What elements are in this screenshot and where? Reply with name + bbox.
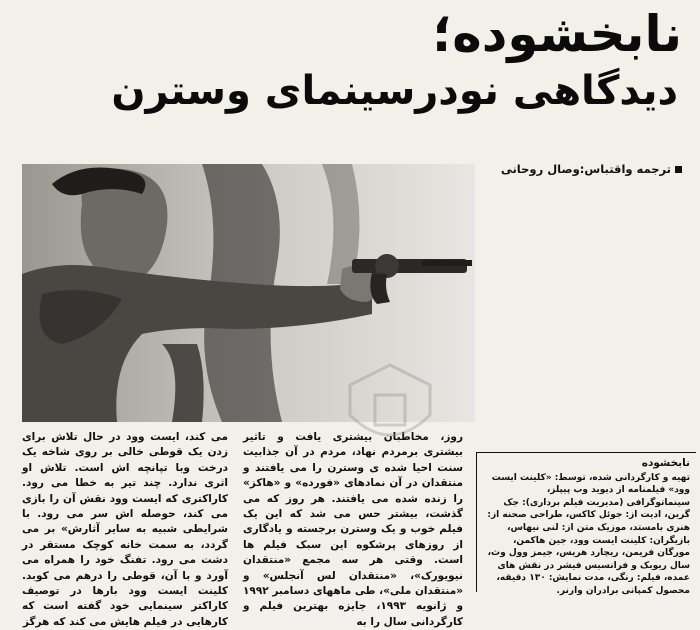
column-right-text: روز، مخاطبان بیشتری یافت و تاثیر بیشتری برمردم نهاد، مردم در آن جذابیت سنت احیا شده ی وسترن را می یافتند و منتقدان در آن نمادهای «فورده» و «هاکز» را زنده شده می یافتند. هر روز که می گذشت، بیشتر حس می شد که این یک فیلم خوب و یک وسترن برجسته و یادگاری از روزهای پرشکوه این سبک فیلم ها است. وقتی هر سه مجمع «منتقدان نیویورک»، «منتقدان لس آنجلس» و «منتقدان ملی»، طی ماههای دسامبر ۱۹۹۲ و ژانویه ۱۹۹۳، جایزه بهترین فیلم و کارگردانی سال را به: [243, 431, 463, 628]
column-left-text: می کند، ایست وود در حال تلاش برای زدن یک قوطی خالی بر روی شاخه یک درخت وبا تپانچه اش است. تلاش او اثری ندارد. چند تیر به خطا می رود. کاراکتری که ایست وود نقش آن را بازی می کند، حوصله اش سر می رود. با شرایطی شبیه به سایر آثارش» بر می گردد، به سمت خانه کوچک مستقر در دشت می رود. تفنگ خود را همراه می آورد و با آن، قوطی را درهم می کوبد. کلینت ایست وود بارها در توصیف کاراکتر سینمایی خود گفته است که کارهایی در فیلم هایش می کند که هرگز: [22, 431, 228, 628]
film-info-body: تهیه و کارگردانی شده، توسط: «کلینت ایست وود» فیلمنامه از دیوید وب پیپلز، سینماتوگرافی (مدیریت فیلم برداری): جک گرین، ادیت از: جوئل کاکس، طراحی صحنه از: هنری بامستد، موزیک متن از: لنی نیهاس، بازیگران: کلینت ایست وود، جین هاکمن، مورگان فریمن، ریچارد هریس، جیمز وول وث، سال ریوبک و فرانسیس فیشر در نقش های عمده، فیلم: رنگی، مدت نمایش: ۱۳۰ دقیقه، محصول کمپانی برادران وارنر.: [487, 472, 690, 596]
headline-line-2: دیدگاهی نودرسینمای وسترن: [111, 68, 678, 114]
headline-line-1: نابخشوده؛: [432, 5, 682, 63]
byline-text: ترجمه واقتباس:وصال روحانی: [500, 162, 671, 176]
byline: [501, 162, 682, 176]
library-stamp-watermark: [330, 360, 450, 460]
bullet-square-icon: [675, 166, 682, 173]
film-info-title: نابخشوده: [641, 457, 690, 469]
article-column-right: [243, 430, 463, 630]
film-info-box: [476, 452, 696, 596]
article-column-left: [22, 430, 228, 630]
